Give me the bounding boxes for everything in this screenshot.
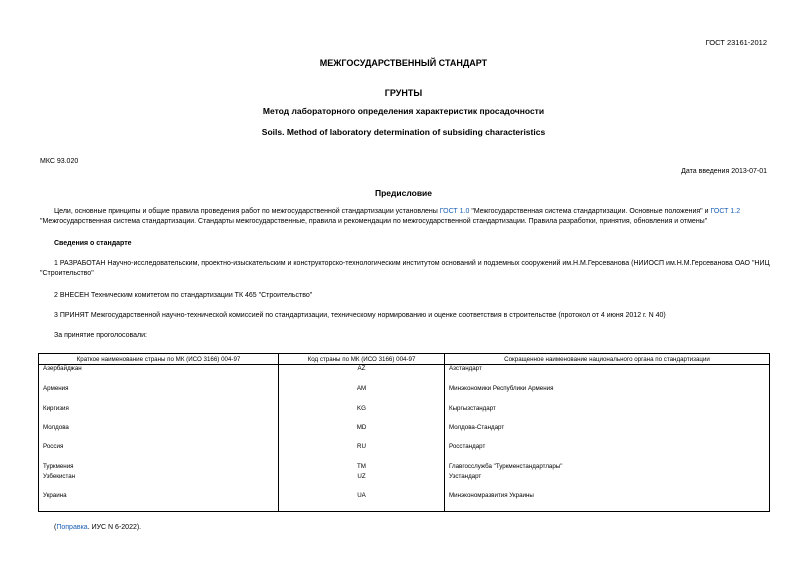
subject-heading: ГРУНТЫ bbox=[384, 88, 423, 98]
amendment-open-paren: ( bbox=[54, 524, 57, 531]
code-cell: TM bbox=[279, 463, 445, 473]
country-cell: Армения bbox=[39, 385, 279, 405]
voted-text: За принятие проголосовали: bbox=[54, 332, 147, 339]
preface-heading: Предисловие bbox=[374, 188, 433, 198]
amendment-note bbox=[54, 524, 141, 531]
code-cell: AZ bbox=[279, 365, 445, 385]
table-header-row bbox=[39, 354, 770, 365]
country-cell: Узбекистан bbox=[39, 473, 279, 492]
country-cell: Азербайджан bbox=[39, 365, 279, 385]
item-developed bbox=[40, 259, 770, 279]
body-cell: Росстандарт bbox=[445, 443, 770, 463]
table-row bbox=[39, 385, 770, 405]
column-header-country: Краткое наименование страны по МК (ИСО 3166) 004-97 bbox=[39, 354, 279, 365]
title-english: Soils. Method of laboratory determination of subsiding characteristics bbox=[261, 127, 546, 137]
code-cell: MD bbox=[279, 424, 445, 443]
voting-countries-table bbox=[38, 353, 770, 512]
country-cell: Туркмения bbox=[39, 463, 279, 473]
gost-1-0-link[interactable]: ГОСТ 1.0 bbox=[439, 208, 470, 215]
table-row bbox=[39, 463, 770, 473]
code-cell: UA bbox=[279, 492, 445, 512]
code-cell: AM bbox=[279, 385, 445, 405]
code-cell: KG bbox=[279, 405, 445, 424]
document-number: ГОСТ 23161-2012 bbox=[705, 38, 767, 47]
item-adopted-text: 3 ПРИНЯТ Межгосударственной научно-технической комиссией по стандартизации, техническому нормированию и оценке соответствия в строительстве (протокол от 4 июня 2012 г. N 40) bbox=[54, 312, 666, 319]
body-cell: Главгосслужба "Туркменстандартлары" bbox=[445, 463, 770, 473]
column-header-body: Сокращенное наименование национального органа по стандартизации bbox=[445, 354, 770, 365]
item-adopted bbox=[40, 311, 770, 321]
title-russian: Метод лабораторного определения характеристик просадочности bbox=[262, 106, 545, 116]
body-cell: Кыргызстандарт bbox=[445, 405, 770, 424]
item-submitted bbox=[40, 291, 770, 301]
amendment-link[interactable]: Поправка bbox=[56, 524, 88, 531]
gost-1-2-link[interactable]: ГОСТ 1.2 bbox=[710, 208, 741, 215]
table-row bbox=[39, 405, 770, 424]
standard-type-heading: МЕЖГОСУДАРСТВЕННЫЙ СТАНДАРТ bbox=[319, 58, 488, 68]
mks-code: МКС 93.020 bbox=[40, 158, 79, 165]
body-cell: Молдова-Стандарт bbox=[445, 424, 770, 443]
body-cell: Минэкономики Республики Армения bbox=[445, 385, 770, 405]
country-cell: Киргизия bbox=[39, 405, 279, 424]
preface-text-c: "Межгосударственная система стандартизации. Стандарты межгосударственные, правила и рекомендации по межгосударственной стандартизации. Правила разработки, принятия, обновления и отмены" bbox=[40, 218, 708, 225]
code-cell: RU bbox=[279, 443, 445, 463]
preface-text-a: Цели, основные принципы и общие правила проведения работ по межгосударственной стандартизации установлены bbox=[54, 208, 440, 215]
column-header-code: Код страны по МК (ИСО 3166) 004-97 bbox=[279, 354, 445, 365]
table-row bbox=[39, 443, 770, 463]
preface-text-b: "Межгосударственная система стандартизации. Основные положения" и bbox=[469, 208, 711, 215]
body-cell: Узстандарт bbox=[445, 473, 770, 492]
country-cell: Украина bbox=[39, 492, 279, 512]
voted-label bbox=[40, 331, 770, 341]
introduction-date: Дата введения 2013-07-01 bbox=[681, 168, 767, 175]
item-developed-text: 1 РАЗРАБОТАН Научно-исследовательским, проектно-изыскательским и конструкторско-технологическим институтом оснований и подземных сооружений им.Н.М.Герсеванова (НИИОСП им.Н.М.Герсеванова ОАО "НИЦ "Строительство" bbox=[40, 260, 770, 277]
standard-info-heading: Сведения о стандарте bbox=[54, 240, 132, 247]
item-submitted-text: 2 ВНЕСЕН Техническим комитетом по стандартизации ТК 465 "Строительство" bbox=[54, 292, 313, 299]
country-cell: Россия bbox=[39, 443, 279, 463]
code-cell: UZ bbox=[279, 473, 445, 492]
body-cell: Азстандарт bbox=[445, 365, 770, 385]
table-row bbox=[39, 492, 770, 512]
table-row bbox=[39, 424, 770, 443]
table-row bbox=[39, 473, 770, 492]
preface-paragraph bbox=[40, 207, 770, 227]
amendment-text: . ИУС N 6-2022). bbox=[87, 524, 142, 531]
country-cell: Молдова bbox=[39, 424, 279, 443]
body-cell: Минэкономразвития Украины bbox=[445, 492, 770, 512]
table-row bbox=[39, 365, 770, 385]
